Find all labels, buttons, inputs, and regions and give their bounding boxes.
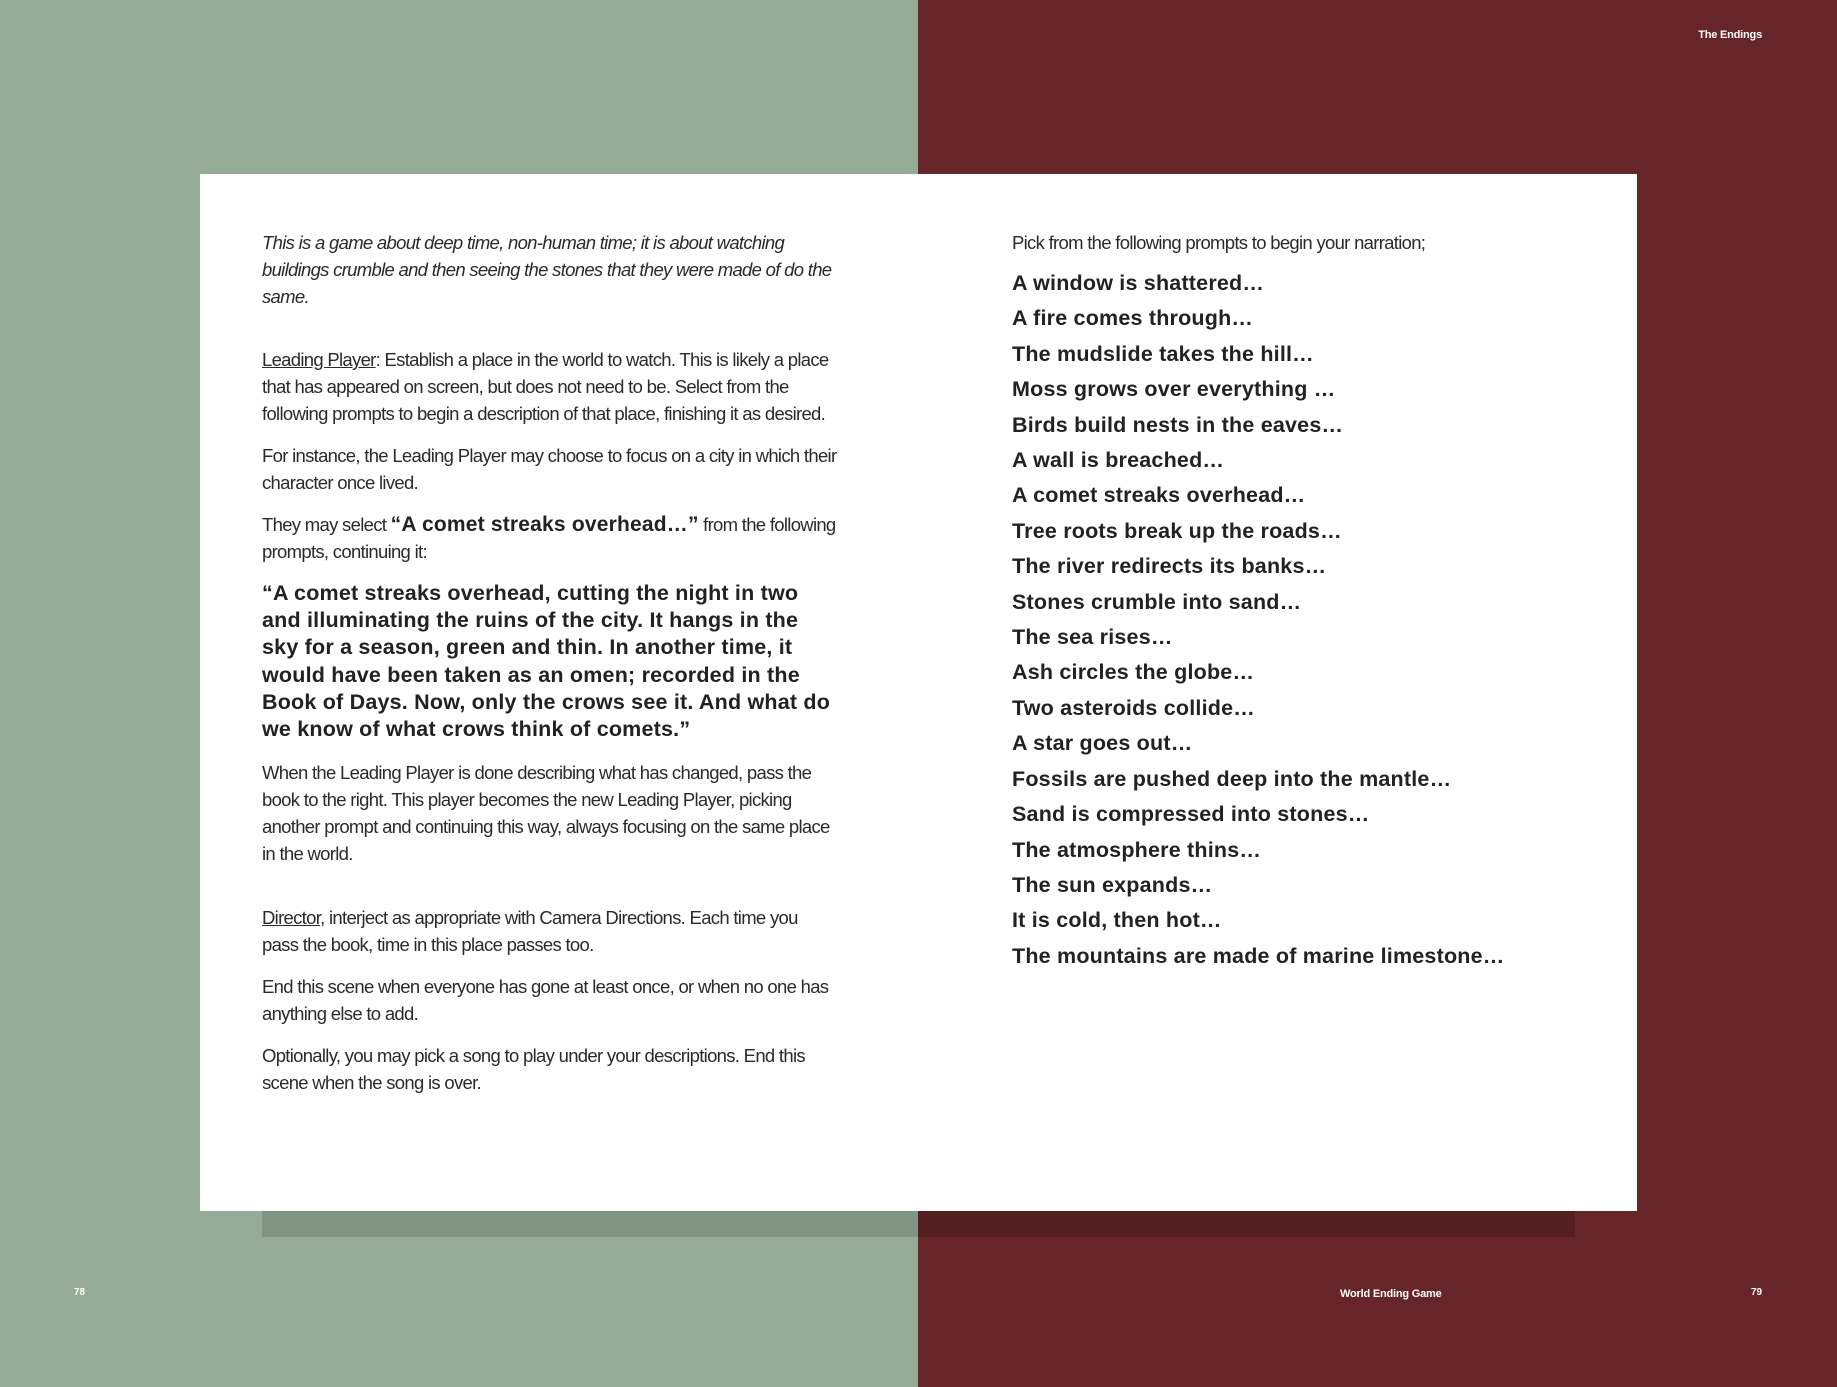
pass-paragraph: When the Leading Player is done describing what has changed, pass the book to the right. This player becomes the new Leading Player, picking another prompt and continuing this way, always focusing on the same place in the world. — [262, 762, 830, 865]
leading-player-text: : Establish a place in the world to watch. This is likely a place that has appeared on screen, but does not need to be. Select from the following prompts to begin a description of that place, finishing it as desired. — [262, 349, 829, 424]
prompt-item: It is cold, then hot… — [1012, 908, 1222, 933]
end-paragraph: End this scene when everyone has gone at least once, or when no one has anything else to add. — [262, 976, 829, 1025]
left-page-number: 78 — [74, 1287, 86, 1298]
prompt-item: Ash circles the globe… — [1012, 660, 1255, 685]
prompt-item: Fossils are pushed deep into the mantle… — [1012, 766, 1452, 791]
prompt-item: The mountains are made of marine limestone… — [1012, 943, 1505, 968]
prompt-list — [1012, 266, 1612, 974]
prompt-item: A star goes out… — [1012, 731, 1193, 756]
prompt-item: Stones crumble into sand… — [1012, 589, 1302, 614]
select-before: They may select — [262, 514, 391, 535]
prompt-item: The river redirects its banks… — [1012, 554, 1327, 579]
director-paragraph — [262, 904, 837, 958]
footer-book-title: World Ending Game — [1340, 1288, 1442, 1300]
prompt-item: The sun expands… — [1012, 872, 1213, 897]
prompt-item: The mudslide takes the hill… — [1012, 341, 1314, 366]
director-text: , interject as appropriate with Camera Directions. Each time you pass the book, time in this place passes too. — [262, 907, 798, 956]
prompt-item: A comet streaks overhead… — [1012, 483, 1306, 508]
right-page-number: 79 — [1751, 1287, 1763, 1298]
sheet-shadow-right — [918, 1210, 1575, 1237]
select-after: from the following prompts, continuing it: — [262, 514, 836, 562]
leading-player-paragraph — [262, 346, 837, 427]
prompt-item: Two asteroids collide… — [1012, 695, 1255, 720]
sheet-shadow-left — [262, 1210, 918, 1237]
left-column — [262, 229, 837, 1111]
right-column — [1012, 229, 1612, 974]
prompt-item: Tree roots break up the roads… — [1012, 518, 1342, 543]
prompts-intro: Pick from the following prompts to begin your narration; — [1012, 232, 1426, 253]
prompt-item: A window is shattered… — [1012, 271, 1265, 295]
select-paragraph — [262, 511, 837, 565]
example-quote: “A comet streaks overhead, cutting the night in two and illuminating the ruins of the city. It hangs in the sky for a season, green and thin. In another time, it would have been taken as an omen; recorded in the Book of Days. Now, only the crows see it. And what do we know of what crows think of comets.” — [262, 581, 831, 742]
prompt-item: Sand is compressed into stones… — [1012, 802, 1370, 827]
running-header: The Endings — [1698, 29, 1762, 41]
leading-player-label: Leading Player — [262, 349, 376, 370]
song-paragraph: Optionally, you may pick a song to play under your descriptions. End this scene when the song is over. — [262, 1045, 805, 1094]
instance-paragraph: For instance, the Leading Player may choose to focus on a city in which their character once lived. — [262, 445, 837, 493]
prompt-item: A fire comes through… — [1012, 306, 1254, 331]
prompt-item: Birds build nests in the eaves… — [1012, 412, 1344, 437]
prompt-item: The sea rises… — [1012, 625, 1173, 650]
prompt-item: Moss grows over everything … — [1012, 377, 1336, 402]
director-label: Director — [262, 907, 321, 929]
prompt-item: The atmosphere thins… — [1012, 837, 1262, 862]
select-prompt: “A comet streaks overhead…” — [390, 513, 699, 536]
intro-paragraph: This is a game about deep time, non-human time; it is about watching buildings crumble and then seeing the stones that they were made of do the same. — [262, 232, 832, 307]
prompt-item: A wall is breached… — [1012, 448, 1225, 473]
